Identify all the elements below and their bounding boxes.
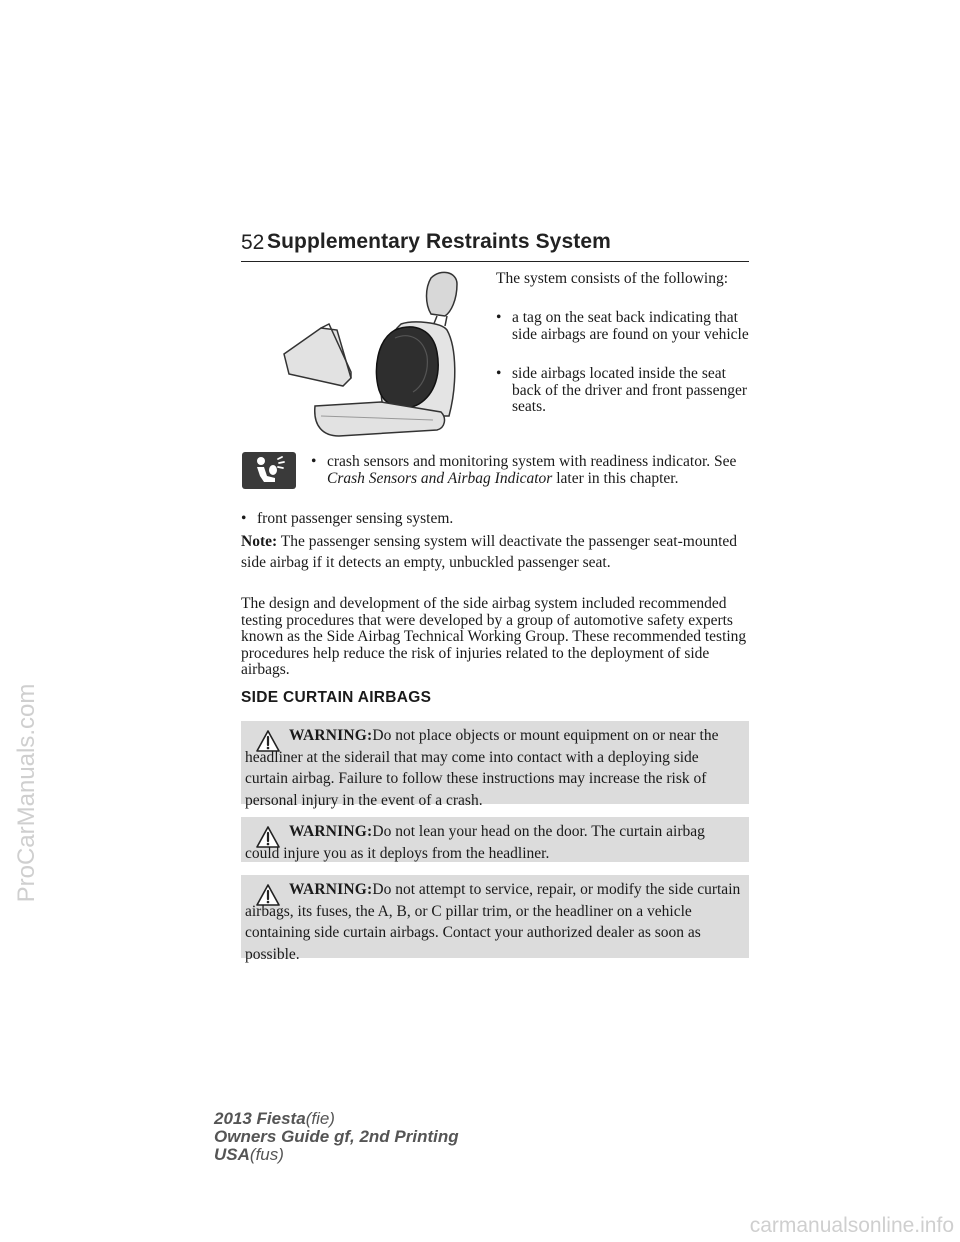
intro-lead: The system consists of the following: <box>496 270 729 287</box>
airbag-warning-light-icon <box>242 452 296 489</box>
bullet-text <box>327 454 756 487</box>
note-paragraph <box>241 531 753 573</box>
watermark-bottom: carmanualsonline.info <box>749 1214 954 1237</box>
bullet-text: a tag on the seat back indicating that side airbags are found on your vehicle <box>512 309 749 343</box>
warning-text <box>245 725 743 811</box>
watermark-side: ProCarManuals.com <box>13 683 40 903</box>
warning-text <box>245 879 743 965</box>
warning-box <box>241 721 749 809</box>
list-item-crash-sensors <box>311 454 756 487</box>
warning-label: WARNING: <box>289 823 373 840</box>
list-item <box>496 310 756 343</box>
warning-label: WARNING: <box>289 881 373 898</box>
list-item <box>496 366 756 416</box>
intro-block <box>496 271 756 288</box>
warning-text <box>245 821 743 864</box>
page-header <box>241 229 749 262</box>
warning-body: Do not place objects or mount equipment on or near the headliner at the siderail that may come into contact with a deploying side curtain airbag. Failure to follow these instructions may increase the risk of personal injury in the event of a crash. <box>245 727 719 809</box>
footer-market: USA <box>214 1145 250 1164</box>
crash-text-before: crash sensors and monitoring system with readiness indicator. See <box>327 453 737 470</box>
section-heading: SIDE CURTAIN AIRBAGS <box>241 689 432 706</box>
bullet-glyph: • <box>241 510 247 527</box>
warning-box <box>241 817 749 862</box>
page-number: 52 <box>241 231 265 254</box>
warning-box <box>241 875 749 963</box>
bullet-text: front passenger sensing system. <box>257 510 454 527</box>
warning-label: WARNING: <box>289 727 373 744</box>
list-item-front-passenger <box>241 511 753 528</box>
bullet-text: side airbags located inside the seat back of the driver and front passenger seats. <box>512 365 747 415</box>
bullet-glyph: • <box>496 309 502 326</box>
chapter-title: Supplementary Restraints System <box>267 230 611 253</box>
crash-text-after: later in this chapter. <box>552 469 679 487</box>
warning-body: Do not attempt to service, repair, or modify the side curtain airbags, its fuses, the A, B, or C pillar trim, or the headliner on a vehicle containing side curtain airbags. Contact your authorized dealer as soon as possible. <box>245 881 741 963</box>
seat-airbag-illustration <box>281 266 471 446</box>
note-text: The passenger sensing system will deactivate the passenger seat-mounted side airbag if it detects an empty, unbuckled passenger seat. <box>241 533 738 571</box>
document-footer <box>214 1110 459 1164</box>
footer-model-code: (fie) <box>305 1109 335 1128</box>
warning-body: Do not lean your head on the door. The curtain airbag could injure you as it deploys from the headliner. <box>245 823 705 862</box>
bullet-glyph: • <box>496 365 502 382</box>
cross-reference-link[interactable]: Crash Sensors and Airbag Indicator <box>327 469 553 487</box>
bullet-glyph: • <box>311 453 317 470</box>
note-label: Note: <box>241 533 278 550</box>
design-paragraph: The design and development of the side airbag system included recommended testing procedures that were developed by a group of automotive safety experts known as the Side Airbag Technical Working Group. These recommended testing procedures help reduce the risk of injuries related to the deployment of side airbags. <box>241 595 747 678</box>
footer-printing: Owners Guide gf, 2nd Printing <box>214 1127 459 1146</box>
footer-model: 2013 Fiesta <box>214 1109 306 1128</box>
footer-market-code: (fus) <box>249 1145 284 1164</box>
